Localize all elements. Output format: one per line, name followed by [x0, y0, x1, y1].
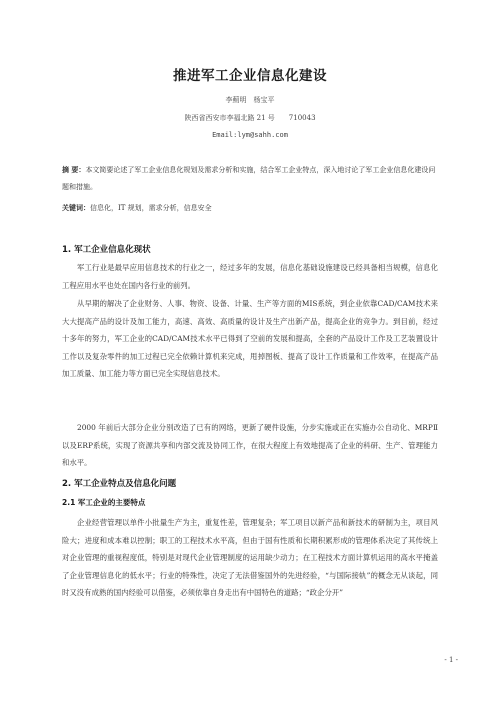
section-1-paragraph-1: 军工行业是最早应用信息技术的行业之一，经过多年的发展，信息化基础设施建设已经具备相当规模，信息化工程应用水平也处在国内各行业的前列。 [62, 263, 438, 290]
section-2-1-heading: 2.1 军工企业的主要特点 [62, 498, 146, 507]
keywords-label: 关键词： [62, 204, 90, 212]
abstract [62, 162, 440, 195]
keywords [62, 200, 440, 217]
email-text: Email:lym@sahh.com [212, 131, 288, 139]
abstract-label: 摘 要： [62, 166, 86, 174]
section-2-heading: 2. 军工企业特点及信息化问题 [62, 479, 177, 489]
keywords-text: 信息化，IT 规划，需求分析，信息安全 [90, 204, 212, 212]
section-1-heading: 1. 军工企业信息化现状 [62, 245, 151, 255]
page-number: - 1 - [444, 656, 458, 664]
section-1-paragraph-2: 从早期的解决了企业财务、人事、物资、设备、计量、生产等方面的MIS系统，到企业依靠CAD/CAM技术来大大提高产品的设计及加工能力，高速、高效、高质量的设计及生产出新产品，提高企业的竞争力。到目前，经过十多年的努力，军工企业的CAD/CAM技术水平已得到了空前的发展和提高，全套的产品设计工作及工艺装置设计工作以及复杂零件的加工过程已完全依赖计算机来完成，甩掉图板、提高了设计工作质量和工作效率，在提高产品加工质量、加工能力等方面已完全实现信息技术。 [62, 299, 438, 379]
abstract-text: 本文简要论述了军工企业信息化规划及需求分析和实施，结合军工企业特点，深入地讨论了军工企业信息化建设问题和措施。 [62, 166, 436, 191]
email [0, 131, 500, 139]
paper-title: 推进军工企业信息化建设 [173, 68, 327, 84]
section-1-paragraph-3: 2000 年前后大部分企业分别改造了已有的网络，更新了硬件设施，分步实施或正在实施办公自动化、MRPⅡ以及ERP系统，实现了资源共享和内部交流及协同工作，在很大程度上有效地提高了企业的科研、生产、管理能力和水平。 [62, 423, 438, 468]
authors: 李薊明 杨宝平 [225, 96, 275, 104]
address: 陕西省西安市李福北路 21 号 710043 [184, 114, 316, 122]
section-2-1-paragraph-1: 企业经营管理以单件小批量生产为主，重复性差，管理复杂；军工项目以新产品和新技术的研制为主，项目风险大；进度和成本难以控制；职工的工程技术水平高，但由于国有性质和长期积累形成的管理体系决定了其传统上对企业管理的重视程度低，特别是对现代企业管理制度的运用缺少动力；在工程技术方面计算机运用的高水平掩盖了企业管理信息化的低水平；行业的特殊性，决定了无法借鉴国外的先进经验，“与国际接轨”的概念无从谈起，同时又没有成熟的国内经验可以借鉴，必须依靠自身走出有中国特色的道路；“政企分开” [62, 518, 438, 598]
